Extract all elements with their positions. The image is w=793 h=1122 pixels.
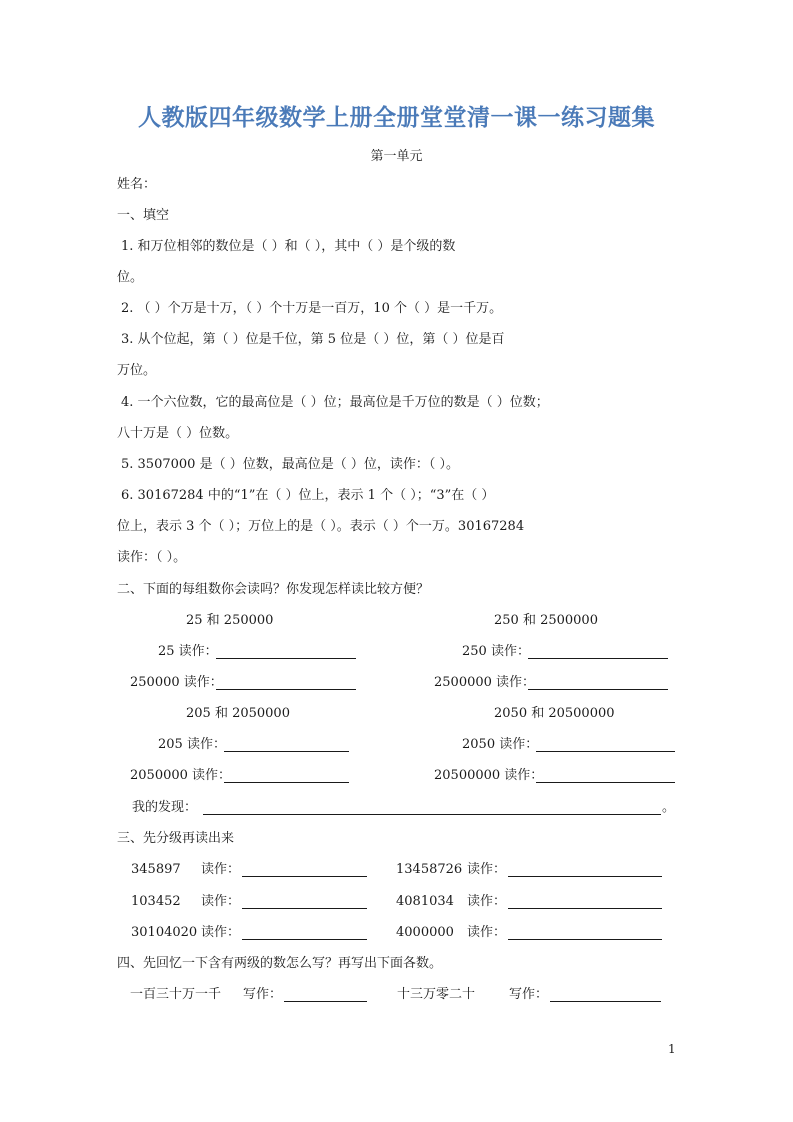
section-1-heading: 一、填空: [117, 208, 170, 223]
unit-heading: 第一单元: [370, 149, 423, 164]
write-label: 写作：: [509, 987, 549, 1002]
answer-blank[interactable]: [536, 782, 675, 783]
question-5: 5. 3507000 是（ ）位数，最高位是（ ）位，读作：（ ）。: [121, 457, 459, 472]
read-label: 读作：: [467, 925, 507, 940]
finding-blank[interactable]: [203, 814, 661, 815]
question-6-line-2: 位上，表示 3 个（ ）；万位上的是（ ）。表示（ ）个一万。30167284: [117, 519, 525, 534]
answer-blank[interactable]: [550, 1001, 661, 1002]
answer-blank[interactable]: [528, 689, 668, 690]
read-label: 读作：: [467, 862, 507, 877]
read-label: 读作：: [201, 894, 241, 909]
answer-blank[interactable]: [224, 751, 349, 752]
group-1-left-title: 25 和 250000: [186, 613, 274, 628]
question-2: 2. （ ）个万是十万，（ ）个十万是一百万，10 个（ ）是一千万。: [121, 301, 503, 316]
read-label: 250000 读作：: [130, 675, 223, 690]
answer-blank[interactable]: [536, 751, 675, 752]
read-label: 2050 读作：: [462, 737, 539, 752]
answer-blank[interactable]: [242, 876, 367, 877]
question-4-line-2: 八十万是（ ）位数。: [117, 426, 239, 441]
answer-blank[interactable]: [508, 908, 662, 909]
read-label: 2050000 读作：: [130, 768, 232, 783]
number-words: 一百三十万一千: [130, 987, 222, 1002]
answer-blank[interactable]: [508, 939, 662, 940]
read-label: 250 读作：: [462, 644, 530, 659]
read-label: 205 读作：: [158, 737, 226, 752]
number-to-read: 345897: [131, 862, 181, 877]
answer-blank[interactable]: [224, 782, 349, 783]
page-number: 1: [668, 1042, 676, 1056]
read-label: 读作：: [467, 894, 507, 909]
read-label: 读作：: [201, 862, 241, 877]
number-to-read: 13458726: [396, 862, 463, 877]
read-label: 2500000 读作：: [434, 675, 536, 690]
answer-blank[interactable]: [242, 908, 367, 909]
group-2-left-title: 205 和 2050000: [186, 706, 290, 721]
section-3-heading: 三、先分级再读出来: [117, 831, 235, 846]
number-to-read: 103452: [131, 894, 181, 909]
number-to-read: 4081034: [396, 894, 454, 909]
question-4-line-1: 4. 一个六位数，它的最高位是（ ）位；最高位是千万位的数是（ ）位数；: [121, 395, 549, 410]
question-3-line-1: 3. 从个位起，第（ ）位是千位，第 5 位是（ ）位，第（ ）位是百: [121, 332, 505, 347]
answer-blank[interactable]: [528, 658, 668, 659]
question-1-line-1: 1. 和万位相邻的数位是（ ）和（ ），其中（ ）是个级的数: [121, 239, 456, 254]
write-label: 写作：: [243, 987, 283, 1002]
answer-blank[interactable]: [216, 658, 356, 659]
number-to-read: 30104020: [131, 925, 198, 940]
question-3-line-2: 万位。: [117, 363, 157, 378]
question-1-line-2: 位。: [117, 270, 144, 285]
name-label: 姓名：: [117, 177, 157, 192]
number-words: 十三万零二十: [397, 987, 476, 1002]
group-1-right-title: 250 和 2500000: [494, 613, 598, 628]
read-label: 20500000 读作：: [434, 768, 544, 783]
answer-blank[interactable]: [242, 939, 367, 940]
section-2-heading: 二、下面的每组数你会读吗？你发现怎样读比较方便？: [117, 582, 430, 597]
document-title: 人教版四年级数学上册全册堂堂清一课一练习题集: [138, 105, 655, 131]
finding-label: 我的发现：: [132, 800, 198, 815]
question-6-line-1: 6. 30167284 中的“1”在（ ）位上，表示 1 个（ ）；“3”在（ ）: [121, 488, 495, 503]
finding-period: 。: [662, 800, 676, 815]
section-4-heading: 四、先回忆一下含有两级的数怎么写？再写出下面各数。: [117, 956, 443, 971]
answer-blank[interactable]: [508, 876, 662, 877]
answer-blank[interactable]: [284, 1001, 367, 1002]
question-6-line-3: 读作：（ ）。: [117, 550, 187, 565]
number-to-read: 4000000: [396, 925, 454, 940]
read-label: 25 读作：: [158, 644, 218, 659]
read-label: 读作：: [201, 925, 241, 940]
group-2-right-title: 2050 和 20500000: [494, 706, 615, 721]
answer-blank[interactable]: [216, 689, 356, 690]
